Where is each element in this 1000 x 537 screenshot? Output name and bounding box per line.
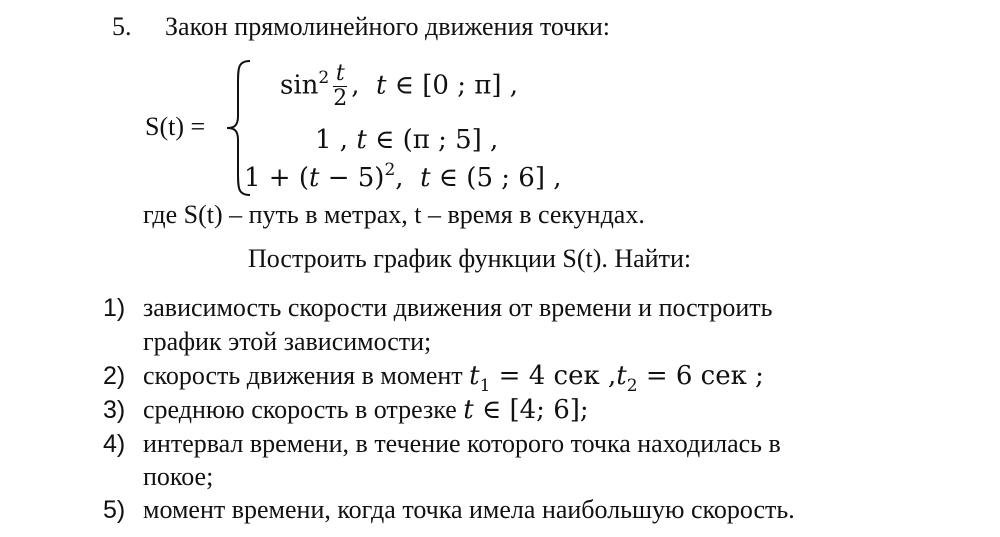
item-1-line-1: зависимость скорости движения от времени и построить [143,293,773,322]
where-text: где S(t) – путь в метрах, t – время в секундах. [143,200,645,229]
case-3-sep: , [395,163,404,193]
case-2-var: t [356,125,367,155]
item-5-number: 5) [103,496,126,524]
case-1-sep: , [351,70,360,101]
item-4-line-1: интервал времени, в течение которого точка находилась в [143,429,781,458]
item-2-var2: t [616,361,627,391]
item-2-sub1: 1 [479,376,491,396]
case-2-value: 1 , [315,125,349,155]
item-2-number: 2) [103,362,126,390]
item-2-sub2: 2 [626,376,638,396]
problem-number: 5. [112,12,132,41]
case-1 [280,62,518,111]
case-2-cond: ∈ (π ; 5] , [375,125,499,155]
item-2-eq1: = 4 сек , [490,361,617,391]
case-3 [244,160,562,193]
item-2-eq2: = 6 сек ; [637,361,764,391]
item-3-var: t [463,395,474,425]
item-2-var1: t [469,361,480,391]
case-1-var: t [376,70,387,101]
problem-title: Закон прямолинейного движения точки: [165,12,611,41]
case-3-exponent: 2 [384,160,396,180]
item-3 [143,395,589,425]
fraction-denominator: 2 [333,86,348,111]
item-2 [143,361,764,396]
item-3-cond: ∈ [4; 6]; [473,395,589,425]
fraction-numerator: t [333,62,347,87]
item-3-number: 3) [103,396,126,424]
function-lhs: S(t) = [145,112,206,141]
task-text: Построить график функции S(t). Найти: [248,244,692,273]
item-1-number: 1) [103,294,126,322]
fraction [333,62,347,111]
case-3-mid: − 5) [319,163,385,193]
case-1-cond: ∈ [0 ; π] , [394,70,518,101]
item-3-text: среднюю скорость в отрезке [143,395,457,424]
case-2 [315,125,498,155]
case-3-cond: ∈ (5 ; 6] , [438,163,562,193]
item-4-line-2: покое; [143,462,214,491]
sin-function: sin [280,70,319,101]
case-3-open: 1 + ( [244,163,309,193]
item-4-number: 4) [103,430,126,458]
item-2-text: скорость движения в момент [143,361,463,390]
item-5-text: момент времени, когда точка имела наибольшую скорость. [143,495,795,524]
case-3-var1: t [309,163,320,193]
sin-exponent: 2 [318,67,330,88]
item-1-line-2: график этой зависимости; [143,327,432,356]
case-3-var2: t [420,163,431,193]
